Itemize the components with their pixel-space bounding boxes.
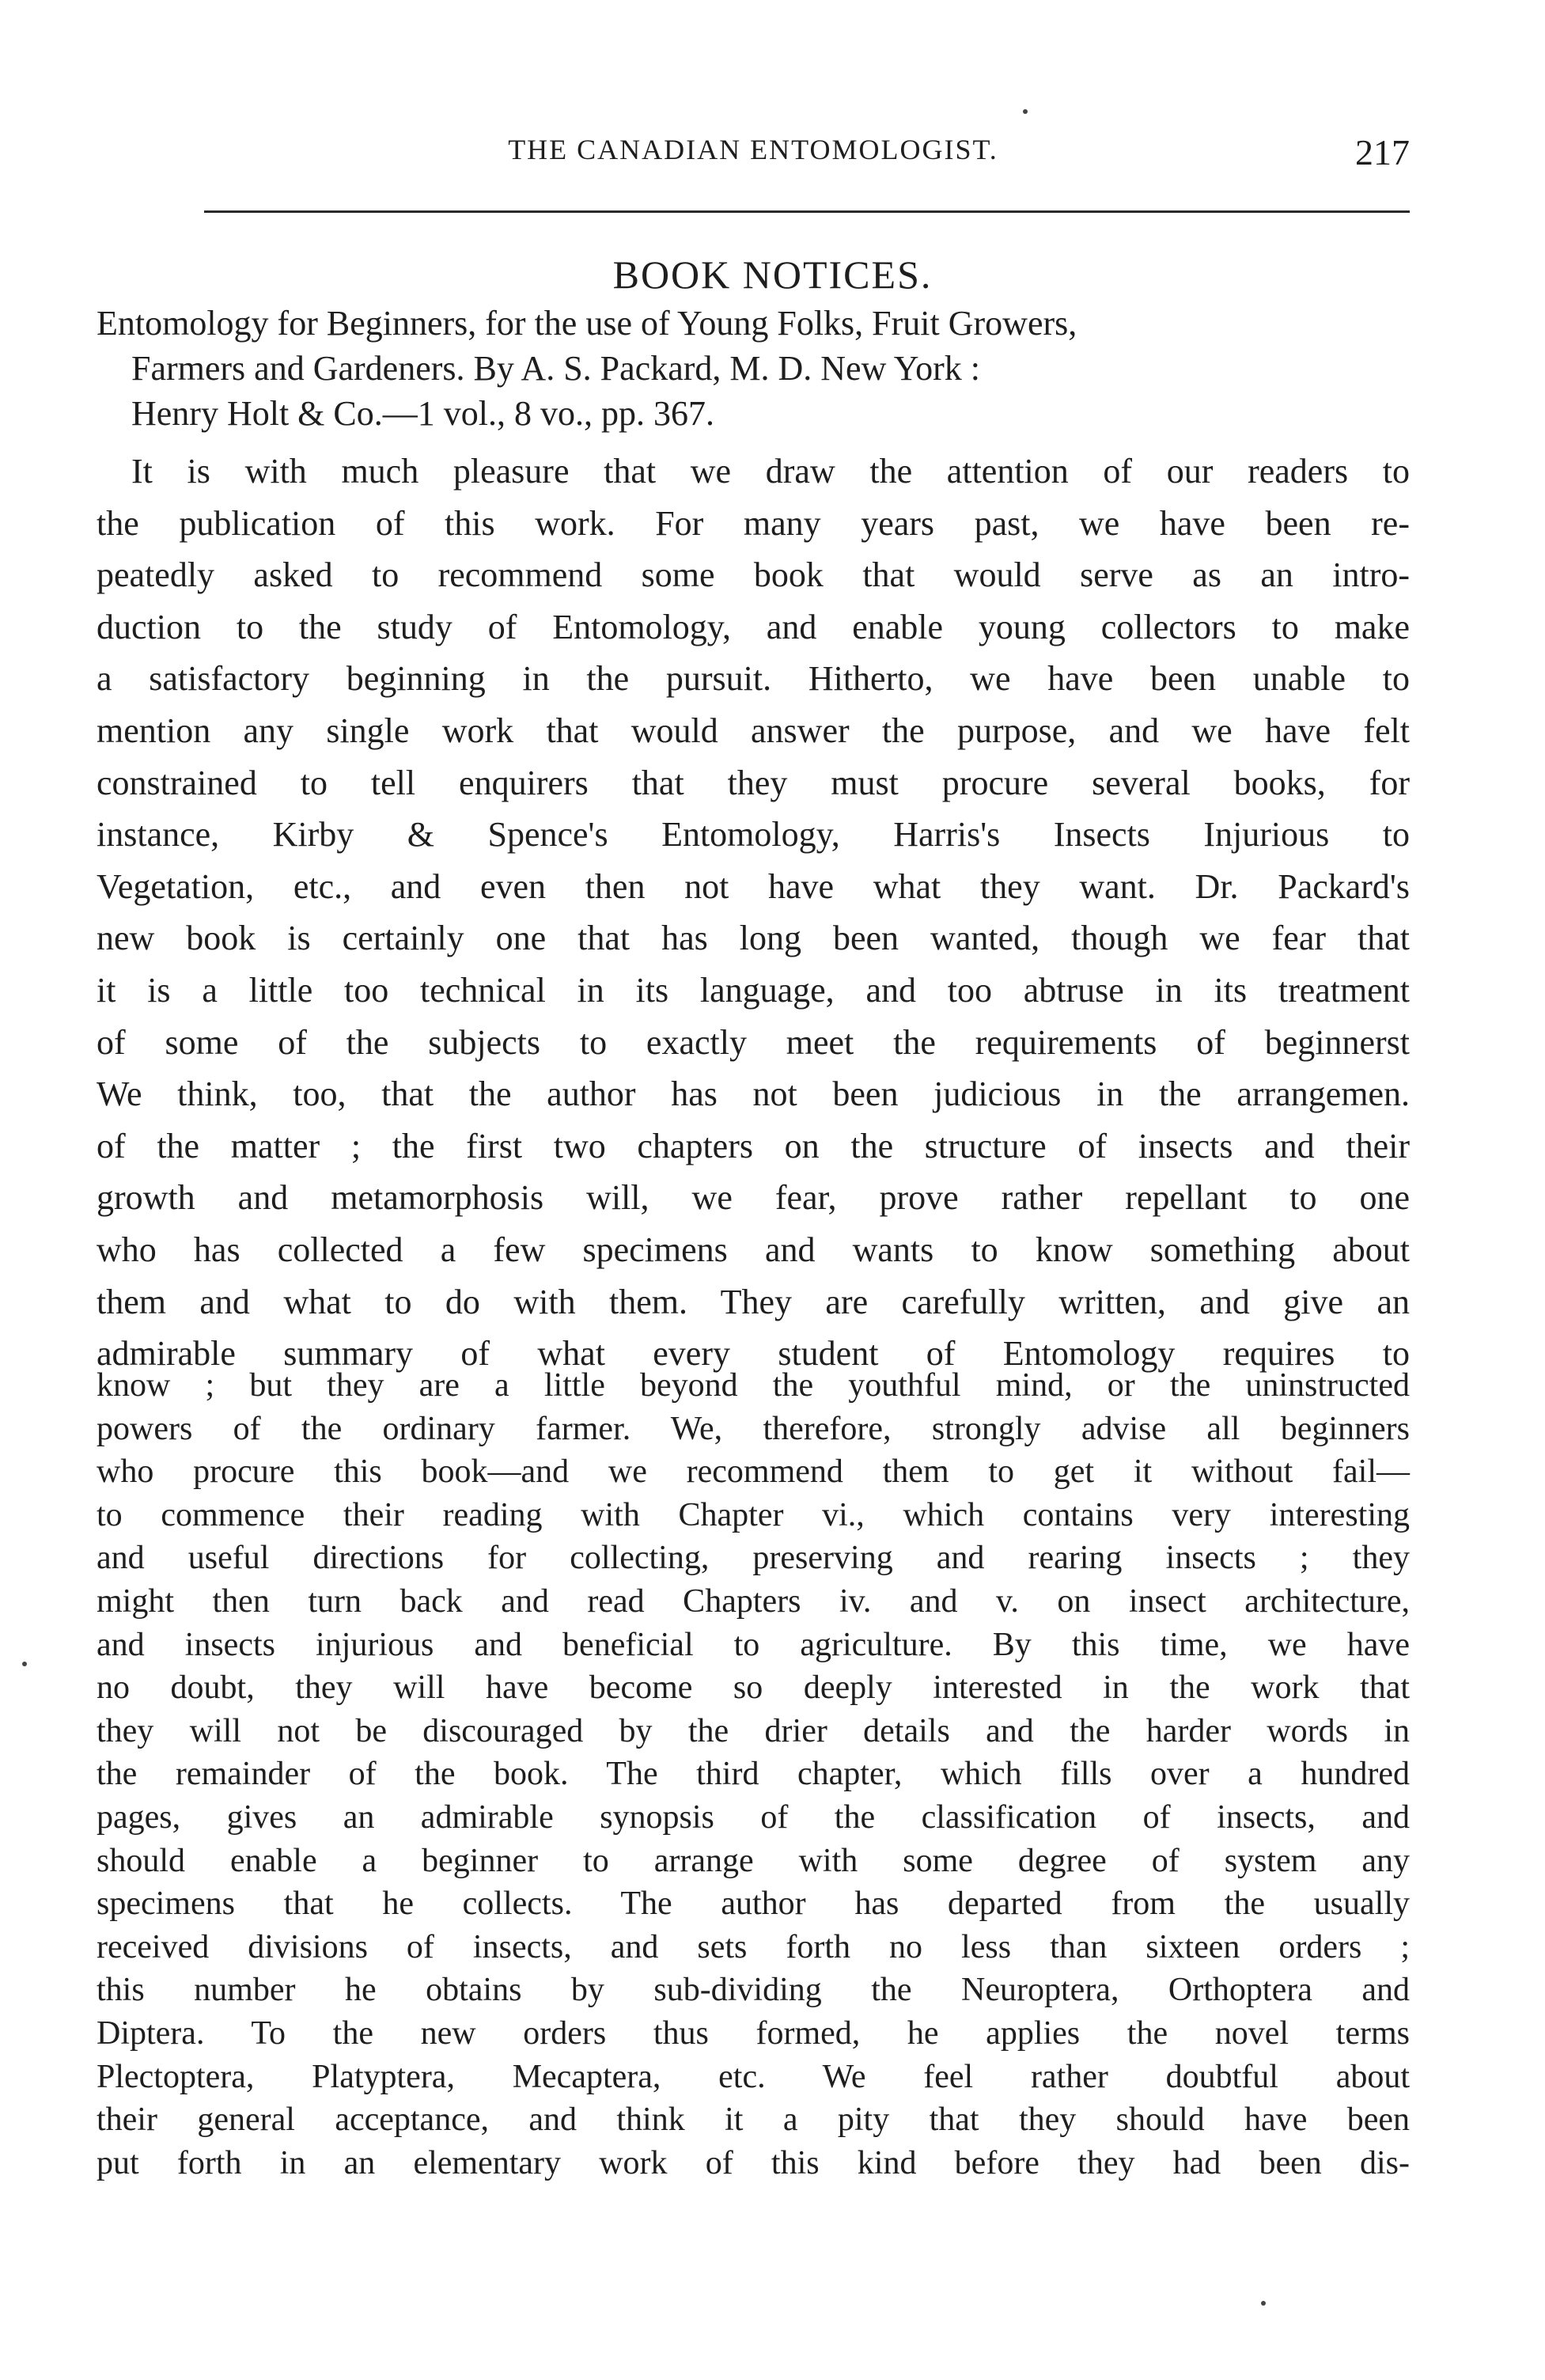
text-line: received divisions of insects, and sets forth no less than sixteen orders ; (97, 1928, 1410, 1965)
text-line: specimens that he collects. The author has departed from the usually (97, 1885, 1410, 1923)
text-line: Plectoptera, Platyptera, Mecaptera, etc. We feel rather doubtful about (97, 2058, 1410, 2095)
text-line: the remainder of the book. The third chapter, which fills over a hundred (97, 1756, 1410, 1793)
header-rule (204, 210, 1410, 213)
text-line: of some of the subjects to exactly meet the requirements of beginnerst (97, 1022, 1410, 1062)
text-line: duction to the study of Entomology, and enable young collectors to make (97, 607, 1410, 646)
text-line: powers of the ordinary farmer. We, therefore, strongly advise all beginners (97, 1410, 1410, 1447)
text-line: mention any single work that would answer the purpose, and we have felt (97, 711, 1410, 750)
text-line: their general acceptance, and think it a pity that they should have been (97, 2101, 1410, 2139)
text-line: new book is certainly one that has long been wanted, though we fear that (97, 919, 1410, 958)
text-line: this number he obtains by sub-dividing the Neuroptera, Orthoptera and (97, 1972, 1410, 2009)
running-head (97, 133, 1410, 180)
text-line: constrained to tell enquirers that they must procure several books, for (97, 763, 1410, 802)
scan-speck (1261, 2301, 1266, 2306)
text-line: know ; but they are a little beyond the youthful mind, or the uninstructed (97, 1367, 1410, 1404)
text-line: who procure this book—and we recommend them to get it without fail— (97, 1453, 1410, 1491)
text-line: peatedly asked to recommend some book that would serve as an intro- (97, 555, 1410, 595)
text-line: instance, Kirby & Spence's Entomology, Harris's Insects Injurious to (97, 815, 1410, 855)
text-line: admirable summary of what every student of Entomology requires to (97, 1334, 1410, 1374)
text-line: the publication of this work. For many years past, we have been re- (97, 503, 1410, 543)
text-line: no doubt, they will have become so deeply interested in the work that (97, 1669, 1410, 1707)
text-line: to commence their reading with Chapter vi., which contains very interesting (97, 1496, 1410, 1533)
text-line: growth and metamorphosis will, we fear, prove rather repellant to one (97, 1178, 1410, 1218)
text-line: might then turn back and read Chapters iv. and v. on insect architecture, (97, 1582, 1410, 1620)
text-line: put forth in an elementary work of this kind before they had been dis- (97, 2144, 1410, 2181)
page-number: 217 (1355, 132, 1410, 172)
scan-speck (22, 1662, 27, 1666)
scan-speck (1023, 109, 1028, 114)
citation-line: Henry Holt & Co.—1 vol., 8 vo., pp. 367. (131, 394, 714, 433)
text-line: Diptera. To the new orders thus formed, he applies the novel terms (97, 2014, 1410, 2052)
text-line: Vegetation, etc., and even then not have what they want. Dr. Packard's (97, 866, 1410, 906)
review-paragraph-part-1 (97, 445, 1410, 1380)
citation-line: Entomology for Beginners, for the use of Young Folks, Fruit Growers, (97, 304, 1077, 343)
review-paragraph-part-2 (97, 1364, 1410, 2185)
text-line: them and what to do with them. They are carefully written, and give an (97, 1282, 1410, 1321)
text-line: a satisfactory beginning in the pursuit. Hitherto, we have been unable to (97, 659, 1410, 699)
book-citation (97, 301, 1410, 436)
text-line: who has collected a few specimens and wants to know something about (97, 1230, 1410, 1269)
running-title: THE CANADIAN ENTOMOLOGIST. (508, 134, 998, 165)
text-line: it is a little too technical in its language, and too abtruse in its treatment (97, 970, 1410, 1010)
text-line: and useful directions for collecting, preserving and rearing insects ; they (97, 1540, 1410, 1577)
section-title: BOOK NOTICES. (612, 252, 933, 297)
citation-line: Farmers and Gardeners. By A. S. Packard, M. D. New York : (131, 349, 980, 388)
text-line: We think, too, that the author has not been judicious in the arrangemen. (97, 1074, 1410, 1114)
text-line: of the matter ; the first two chapters on the structure of insects and their (97, 1126, 1410, 1165)
text-line: It is with much pleasure that we draw the attention of our readers to (131, 452, 1410, 491)
text-line: should enable a beginner to arrange with some degree of system any (97, 1842, 1410, 1879)
text-line: and insects injurious and beneficial to agriculture. By this time, we have (97, 1626, 1410, 1663)
text-line: they will not be discouraged by the drier details and the harder words in (97, 1712, 1410, 1749)
text-line: pages, gives an admirable synopsis of the classification of insects, and (97, 1798, 1410, 1836)
